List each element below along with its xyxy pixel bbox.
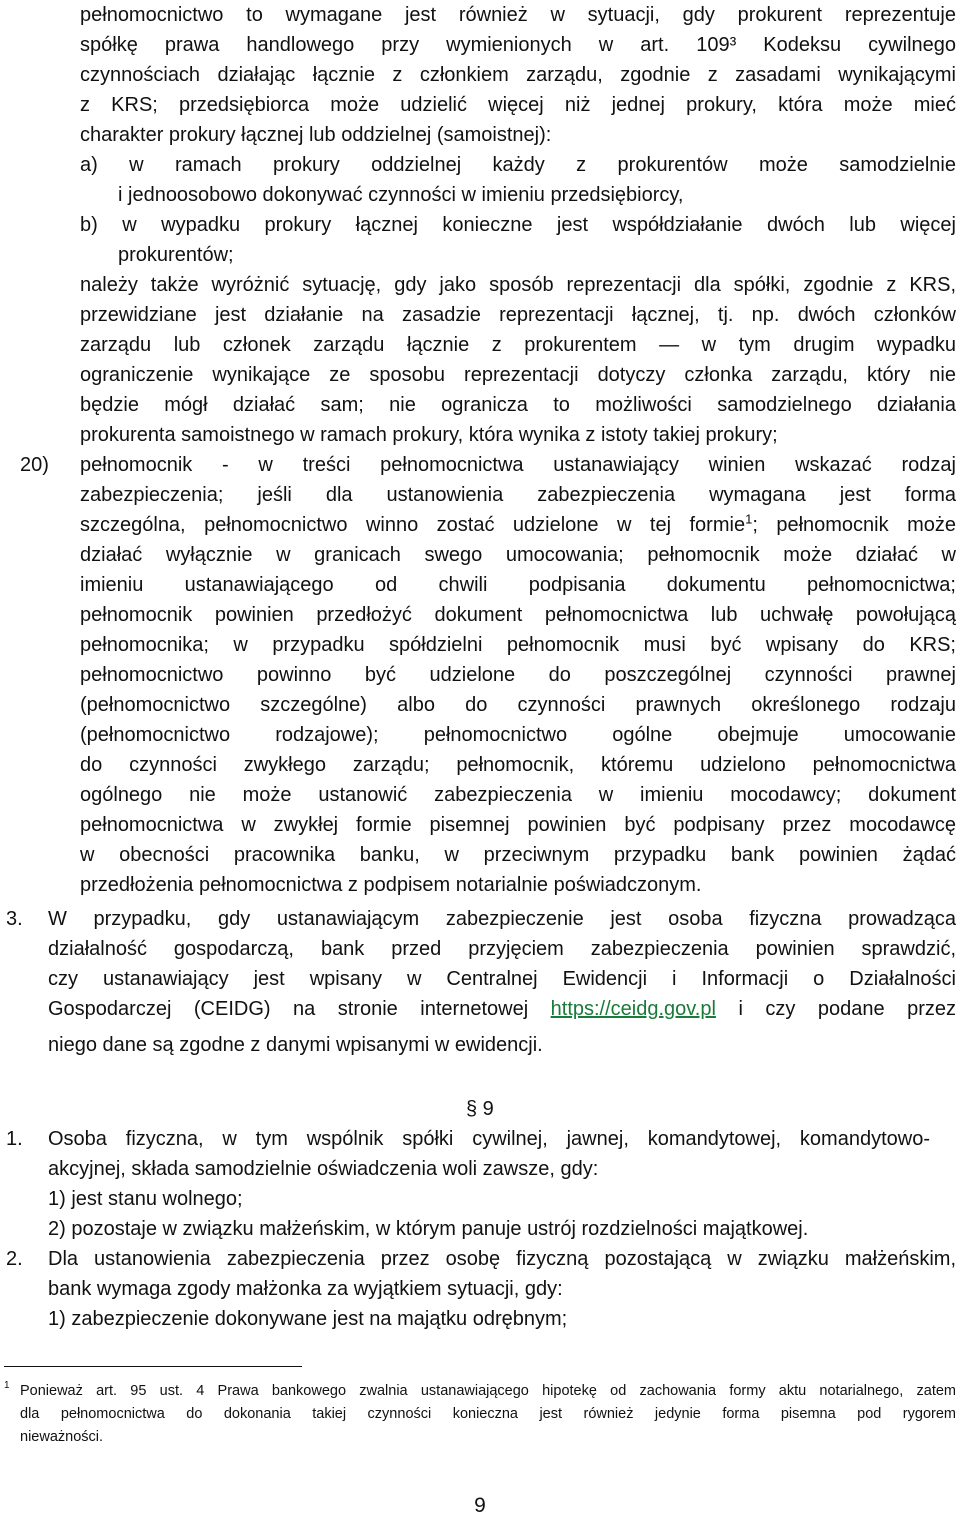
text-segment: i czy podane przez [738,998,956,1020]
body-line: Dla ustanowienia zabezpieczenia przez osobę fizyczną pozostającą w związku małżeńskim, [48,1248,956,1270]
body-line: pełnomocnictwo to wymagane jest również w sytuacji, gdy prokurent reprezentuje [80,4,956,26]
list-item: 1) jest stanu wolnego; [48,1188,243,1210]
footnote-line: dla pełnomocnictwa do dokonania takiej czynności konieczna jest również jedynie forma pisemna pod rygorem [20,1406,956,1422]
list-item-b-cont: prokurentów; [118,244,234,266]
section-heading: § 9 [466,1098,494,1120]
body-line-with-footnote [80,510,956,540]
body-line: czy ustanawiający jest wpisany w Centralnej Ewidencji i Informacji o Działalności [48,968,956,990]
body-line: przewidziane jest działanie na zasadzie reprezentacji łącznej, tj. np. dwóch członków [80,304,956,326]
paragraph-number: 3. [6,908,23,930]
body-line: spółkę prawa handlowego przy wymienionych w art. 109³ Kodeksu cywilnego [80,34,956,56]
list-number: 20) [20,454,49,476]
body-line: ogólnego nie może ustanowić zabezpieczenia w imieniu mocodawcy; dokument [80,784,956,806]
text-segment: Gospodarczej (CEIDG) na stronie internetowej [48,998,529,1020]
body-line: będzie mógł działać sam; nie ogranicza to możliwości samodzielnego działania [80,394,956,416]
footnote-line: nieważności. [20,1429,104,1445]
footnote-separator [4,1366,302,1367]
body-line: przedłożenia pełnomocnictwa z podpisem notarialnie poświadczonym. [80,874,702,896]
paragraph-number: 2. [6,1248,23,1270]
footnote-line: Ponieważ art. 95 ust. 4 Prawa bankowego zwalnia ustanawiającego hipotekę od zachowania formy aktu notarialnego, zatem [20,1383,956,1399]
list-item-b: b) w wypadku prokury łącznej konieczne jest współdziałanie dwóch lub więcej [80,214,956,236]
footnote-marker: 1 [4,1380,10,1391]
list-item-a: a) w ramach prokury oddzielnej każdy z prokurentów może samodzielnie [80,154,956,176]
paragraph-number: 1. [6,1128,23,1150]
body-line: należy także wyróżnić sytuację, gdy jako sposób reprezentacji dla spółki, zgodnie z KRS, [80,274,956,296]
text-segment: szczególna, pełnomocnictwo winno zostać udzielone w tej formie [80,514,746,536]
body-line: pełnomocnik - w treści pełnomocnictwa ustanawiający winien wskazać rodzaj [80,454,956,476]
body-line: Osoba fizyczna, w tym wspólnik spółki cywilnej, jawnej, komandytowej, komandytowo- [48,1128,930,1150]
list-item: 1) zabezpieczenie dokonywane jest na majątku odrębnym; [48,1308,568,1330]
body-line: do czynności zwykłego zarządu; pełnomocnik, któremu udzielono pełnomocnictwa [80,754,956,776]
body-line: pełnomocnictwa w zwykłej formie pisemnej powinien być podpisany przez mocodawcę [80,814,956,836]
body-line: zabezpieczenia; jeśli dla ustanowienia zabezpieczenia wymagana jest forma [80,484,956,506]
body-line: z KRS; przedsiębiorca może udzielić więcej niż jednej prokury, która może mieć [80,94,956,116]
body-line-with-link [48,994,956,1024]
ceidg-link[interactable]: https://ceidg.gov.pl [550,998,716,1020]
body-line: bank wymaga zgody małżonka za wyjątkiem sytuacji, gdy: [48,1278,563,1300]
body-line: pełnomocnictwo powinno być udzielone do poszczególnej czynności prawnej [80,664,956,686]
list-item-a-cont: i jednoosobowo dokonywać czynności w imieniu przedsiębiorcy, [118,184,684,206]
body-line: niego dane są zgodne z danymi wpisanymi w ewidencji. [48,1034,543,1056]
body-line: imieniu ustanawiającego od chwili podpisania dokumentu pełnomocnictwa; [80,574,956,596]
body-line: czynnościach działając łącznie z członkiem zarządu, zgodnie z zasadami wynikającymi [80,64,956,86]
body-line: pełnomocnika; w przypadku spółdzielni pełnomocnik musi być wpisany do KRS; [80,634,956,656]
body-line: (pełnomocnictwo rodzajowe); pełnomocnictwo ogólne obejmuje umocowanie [80,724,956,746]
body-line: akcyjnej, składa samodzielnie oświadczenia woli zawsze, gdy: [48,1158,599,1180]
footnote-reference[interactable]: 1 [745,511,753,527]
body-line: prokurenta samoistnego w ramach prokury, która wynika z istoty takiej prokury; [80,424,778,446]
page-number: 9 [474,1494,486,1517]
body-line: (pełnomocnictwo szczególne) albo do czynności prawnych określonego rodzaju [80,694,956,716]
body-line: W przypadku, gdy ustanawiającym zabezpieczenie jest osoba fizyczna prowadząca [48,908,956,930]
body-line: w obecności pracownika banku, w przeciwnym przypadku bank powinien żądać [80,844,956,866]
body-line: ograniczenie wynikające ze sposobu reprezentacji dotyczy członka zarządu, który nie [80,364,956,386]
body-line: działać wyłącznie w granicach swego umocowania; pełnomocnik może działać w [80,544,956,566]
body-line: charakter prokury łącznej lub oddzielnej (samoistnej): [80,124,552,146]
body-line: działalność gospodarczą, bank przed przyjęciem zabezpieczenia powinien sprawdzić, [48,938,956,960]
body-line: zarządu lub członek zarządu łącznie z prokurentem — w tym drugim wypadku [80,334,956,356]
list-item: 2) pozostaje w związku małżeńskim, w którym panuje ustrój rozdzielności majątkowej. [48,1218,809,1240]
text-segment: ; pełnomocnik może [752,514,956,536]
body-line: pełnomocnik powinien przedłożyć dokument pełnomocnictwa lub uchwałę powołującą [80,604,956,626]
